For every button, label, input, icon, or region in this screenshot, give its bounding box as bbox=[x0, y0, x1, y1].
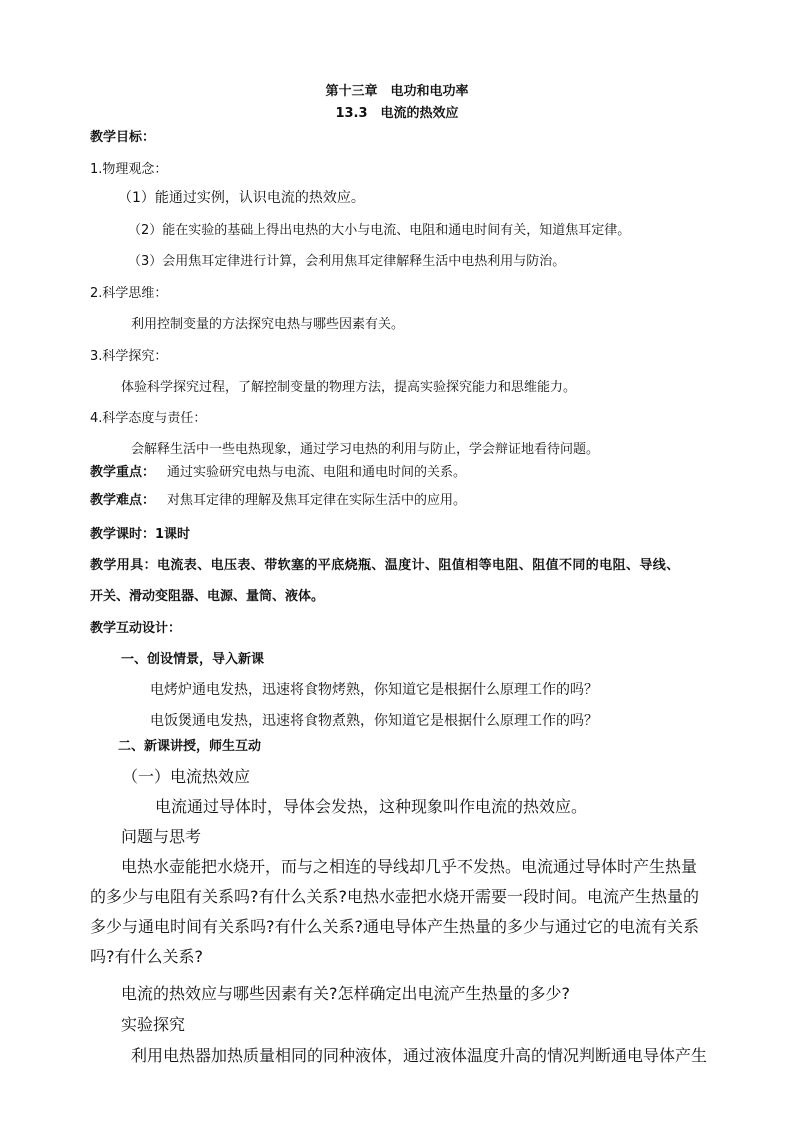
para-line3: 多少与通电时间有关系吗?有什么关系?通电导体产生热量的多少与通过它的电流有关系 bbox=[90, 917, 699, 936]
obj1-item1: （1）能通过实例，认识电流的热效应。 bbox=[118, 190, 365, 206]
obj1-item2: （2）能在实验的基础上得出电热的大小与电流、电阻和通电时间有关，知道焦耳定律。 bbox=[128, 223, 631, 238]
para-line1: 电热水壶能把水烧开，而与之相连的导线却几乎不发热。电流通过导体时产生热量 bbox=[121, 857, 698, 876]
obj1-item3: （3）会用焦耳定律进行计算，会利用焦耳定律解释生活中电热利用与防治。 bbox=[128, 254, 566, 269]
part2-heading: 二、新课讲授，师生互动 bbox=[118, 739, 262, 754]
obj2-heading: 2.科学思维： bbox=[90, 286, 168, 301]
key-point-label: 教学重点： bbox=[90, 465, 156, 480]
part1-q2: 电饭煲通电发热，迅速将食物煮熟，你知道它是根据什么原理工作的吗？ bbox=[150, 713, 598, 729]
obj4-heading: 4.科学态度与责任： bbox=[90, 411, 207, 426]
obj4-text: 会解释生活中一些电热现象，通过学习电热的利用与防止，学会辩证地看待问题。 bbox=[131, 442, 600, 457]
obj3-text: 体验科学探究过程，了解控制变量的物理方法，提高实验探究能力和思维能力。 bbox=[121, 380, 577, 395]
chapter-title: 第十三章 电功和电功率 bbox=[325, 84, 469, 99]
para-line4: 吗?有什么关系? bbox=[90, 947, 203, 966]
question-line: 电流的热效应与哪些因素有关?怎样确定出电流产生热量的多少? bbox=[121, 984, 570, 1003]
tools-line2: 开关、滑动变阻器、电源、量筒、液体。 bbox=[90, 589, 325, 604]
difficulty bbox=[90, 489, 466, 508]
obj3-heading: 3.科学探究： bbox=[90, 349, 168, 364]
interaction-heading: 教学互动设计： bbox=[90, 621, 182, 636]
difficulty-label: 教学难点： bbox=[90, 493, 156, 508]
class-hours: 教学课时：1课时 bbox=[90, 527, 191, 542]
sub1-heading: （一）电流热效应 bbox=[122, 767, 251, 786]
obj2-text: 利用控制变量的方法探究电热与哪些因素有关。 bbox=[131, 317, 405, 332]
part1-heading: 一、创设情景，导入新课 bbox=[121, 652, 265, 667]
part1-q1: 电烤炉通电发热，迅速将食物烤熟，你知道它是根据什么原理工作的吗？ bbox=[150, 682, 598, 698]
difficulty-text: 对焦耳定律的理解及焦耳定律在实际生活中的应用。 bbox=[167, 493, 467, 508]
exp-line1: 利用电热器加热质量相同的同种液体，通过液体温度升高的情况判断通电导体产生 bbox=[131, 1046, 708, 1065]
tools-line1: 教学用具：电流表、电压表、带软塞的平底烧瓶、温度计、阻值相等电阻、阻值不同的电阻、导线、 bbox=[90, 558, 680, 573]
qa-heading: 问题与思考 bbox=[121, 827, 202, 846]
obj1-heading: 1.物理观念： bbox=[90, 162, 168, 177]
sub1-text: 电流通过导体时，导体会发热，这种现象叫作电流的热效应。 bbox=[155, 797, 588, 816]
section-title: 13.3 电流的热效应 bbox=[335, 106, 459, 121]
key-point-text: 通过实验研究电热与电流、电阻和通电时间的关系。 bbox=[167, 465, 467, 480]
objectives-heading: 教学目标： bbox=[90, 130, 156, 145]
exp-heading: 实验探究 bbox=[121, 1015, 186, 1034]
para-line2: 的多少与电阻有关系吗?有什么关系?电热水壶把水烧开需要一段时间。电流产生热量的 bbox=[90, 887, 699, 906]
key-point bbox=[90, 461, 466, 480]
